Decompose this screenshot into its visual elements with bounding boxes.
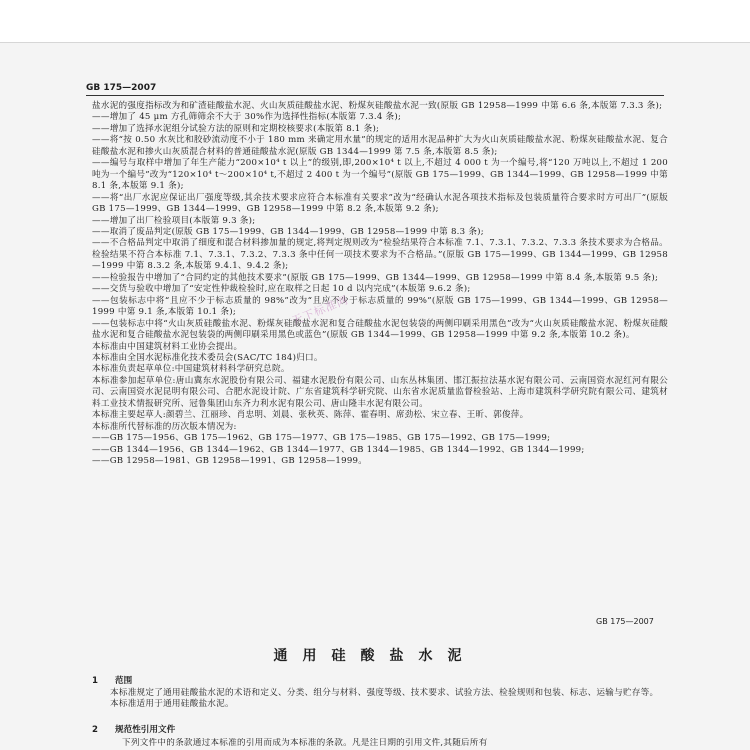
section-1-body	[106, 688, 666, 711]
section-2-heading	[92, 723, 175, 735]
second-page-header-code: GB 175—2007	[596, 617, 654, 626]
section-2-body	[106, 738, 666, 749]
foreword-paragraph: ——增加了出厂检验项目(本版第 9.3 条);	[92, 215, 256, 226]
foreword-body	[92, 101, 668, 468]
foreword-paragraph: ——检验报告中增加了“合同约定的其他技术要求”(原版 GB 175—1999、GB 1344—1999、GB 12958—1999 中第 8.4 条,本版第 9.5 条);	[92, 272, 659, 283]
foreword-paragraph: ——增加了选择水泥组分试验方法的原则和定期校核要求(本版第 8.1 条);	[92, 123, 380, 134]
foreword-paragraph: ——GB 1344—1956、GB 1344—1962、GB 1344—1977、GB 1344—1985、GB 1344—1992、GB 1344—1999;	[92, 444, 585, 455]
foreword-paragraph: ——包装标志中将“且应不少于标志质量的 98%”改为“且应不少于标志质量的 99%”(原版 GB 175—1999、GB 1344—1999、GB 12958—1999 中第 9.1 条,本版第 10.1 条);	[92, 295, 668, 318]
section-paragraph: 本标准适用于通用硅酸盐水泥。	[110, 699, 234, 710]
foreword-paragraph: 盐水泥的强度指标改为和矿渣硅酸盐水泥、火山灰质硅酸盐水泥、粉煤灰硅酸盐水泥一致(原版 GB 12958—1999 中第 6.6 条,本版第 7.3.3 条);	[92, 101, 663, 111]
foreword-paragraph: ——不合格品判定中取消了细度和混合材料掺加量的规定,将判定规则改为“检验结果符合本标准 7.1、7.3.1、7.3.2、7.3.3 条技术要求为合格品。检验结果不符合本标准 7.1、7.3.1、7.3.2、7.3.3 条中任何一项技术要求为不合格品。”(原版 GB 175—1999、GB 1344—1999、GB 12958—1999 中第 8.3.2 条,本版第 9.4.1、9.4.2 条);	[92, 238, 668, 272]
page-header-code: GB 175—2007	[86, 83, 157, 93]
section-title: 范围	[115, 676, 133, 686]
foreword-paragraph: ——编号与取样中增加了年生产能力“200×10⁴ t 以上”的级别,即,200×10⁴ t 以上,不超过 4 000 t 为一个编号,将“120 万吨以上,不超过 1 200 吨为一个编号”改为“120×10⁴ t～200×10⁴ t,不超过 2 400 t 为一个编号”(原版 GB 175—1999、GB 1344—1999、GB 12958—1999 中第 8.1 条,本版第 9.1 条);	[92, 158, 668, 192]
foreword-paragraph: ——GB 12958—1981、GB 12958—1991、GB 12958—1999。	[92, 456, 368, 467]
section-title: 规范性引用文件	[115, 725, 176, 735]
section-number: 2	[92, 725, 98, 735]
foreword-paragraph: ——将“出厂水泥应保证出厂强度等级,其余技术要求应符合本标准有关要求”改为“经确认水泥各项技术指标及包装质量符合要求时方可出厂”(原版 GB 175—1999、GB 1344—1999、GB 12958—1999 中第 8.2 条,本版第 9.2 条);	[92, 192, 668, 215]
section-number: 1	[92, 676, 98, 686]
section-paragraph: 本标准规定了通用硅酸盐水泥的术语和定义、分类、组分与材料、强度等级、技术要求、试验方法、检验规则和包装、标志、运输与贮存等。	[110, 688, 659, 698]
watermark-text: 天下标准网	[289, 293, 351, 328]
header-rule	[86, 95, 664, 96]
foreword-paragraph: ——增加了 45 μm 方孔筛筛余不大于 30%作为选择性指标(本版第 7.3.4 条);	[92, 112, 402, 123]
previous-page-bottom	[0, 0, 750, 43]
foreword-paragraph: ——包装标志中将“火山灰质硅酸盐水泥、粉煤灰硅酸盐水泥和复合硅酸盐水泥包装袋的两侧印刷采用黑色”改为“火山灰质硅酸盐水泥、粉煤灰硅酸盐水泥和复合硅酸盐水泥包装袋的两侧印刷采用黑色或蓝色”(原版 GB 1344—1999、GB 12958—1999 中第 9.2 条,本版第 10.2 条)。	[92, 318, 668, 341]
standard-title: 通用硅酸盐水泥	[273, 648, 477, 664]
foreword-paragraph: 本标准负责起草单位:中国建筑材料科学研究总院。	[92, 364, 290, 375]
foreword-paragraph: ——将“按 0.50 水灰比和胶砂流动度不小于 180 mm 来确定用水量”的规定的适用水泥品种扩大为火山灰质硅酸盐水泥、粉煤灰硅酸盐水泥、复合硅酸盐水泥和掺火山灰质混合材料的普通硅酸盐水泥(原版 GB 1344—1999 第 7.5 条,本版第 8.5 条);	[92, 135, 668, 157]
foreword-paragraph: 本标准由全国水泥标准化技术委员会(SAC/TC 184)归口。	[92, 352, 323, 363]
foreword-paragraph: ——交货与验收中增加了“安定性仲裁检验时,应在取样之日起 10 d 以内完成”(本版第 9.6.2 条);	[92, 284, 471, 295]
foreword-paragraph: 本标准所代替标准的历次版本情况为:	[92, 421, 237, 432]
foreword-paragraph: ——取消了废品判定(原版 GB 175—1999、GB 1344—1999、GB 12958—1999 中第 8.3 条);	[92, 226, 484, 237]
foreword-paragraph: 本标准由中国建筑材料工业协会提出。	[92, 341, 243, 352]
section-paragraph: 下列文件中的条款通过本标准的引用而成为本标准的条款。凡是注日期的引用文件,其随后所有	[122, 738, 488, 748]
foreword-paragraph: 本标准参加起草单位:唐山冀东水泥股份有限公司、福建水泥股份有限公司、山东丛林集团、邯江振拉法基水泥有限公司、云南国资水泥红河有限公司、云南国资水泥昆明有限公司、合肥水泥设计院、广东省建筑科学研究院、山东省水泥质量监督检验站、上海市建筑科学研究院有限公司、建筑材料工业技术情报研究所、冠鲁集团山东齐力利水泥有限公司、唐山隆丰水泥有限公司。	[92, 375, 668, 409]
foreword-paragraph: ——GB 175—1956、GB 175—1962、GB 175—1977、GB 175—1985、GB 175—1992、GB 175—1999;	[92, 433, 551, 444]
foreword-paragraph: 本标准主要起草人:颜碧兰、江丽珍、肖忠明、刘晨、张秋英、陈萍、霍春明、席劲松、宋立春、王昕、郭俊萍。	[92, 410, 529, 421]
section-1-heading	[92, 674, 132, 686]
